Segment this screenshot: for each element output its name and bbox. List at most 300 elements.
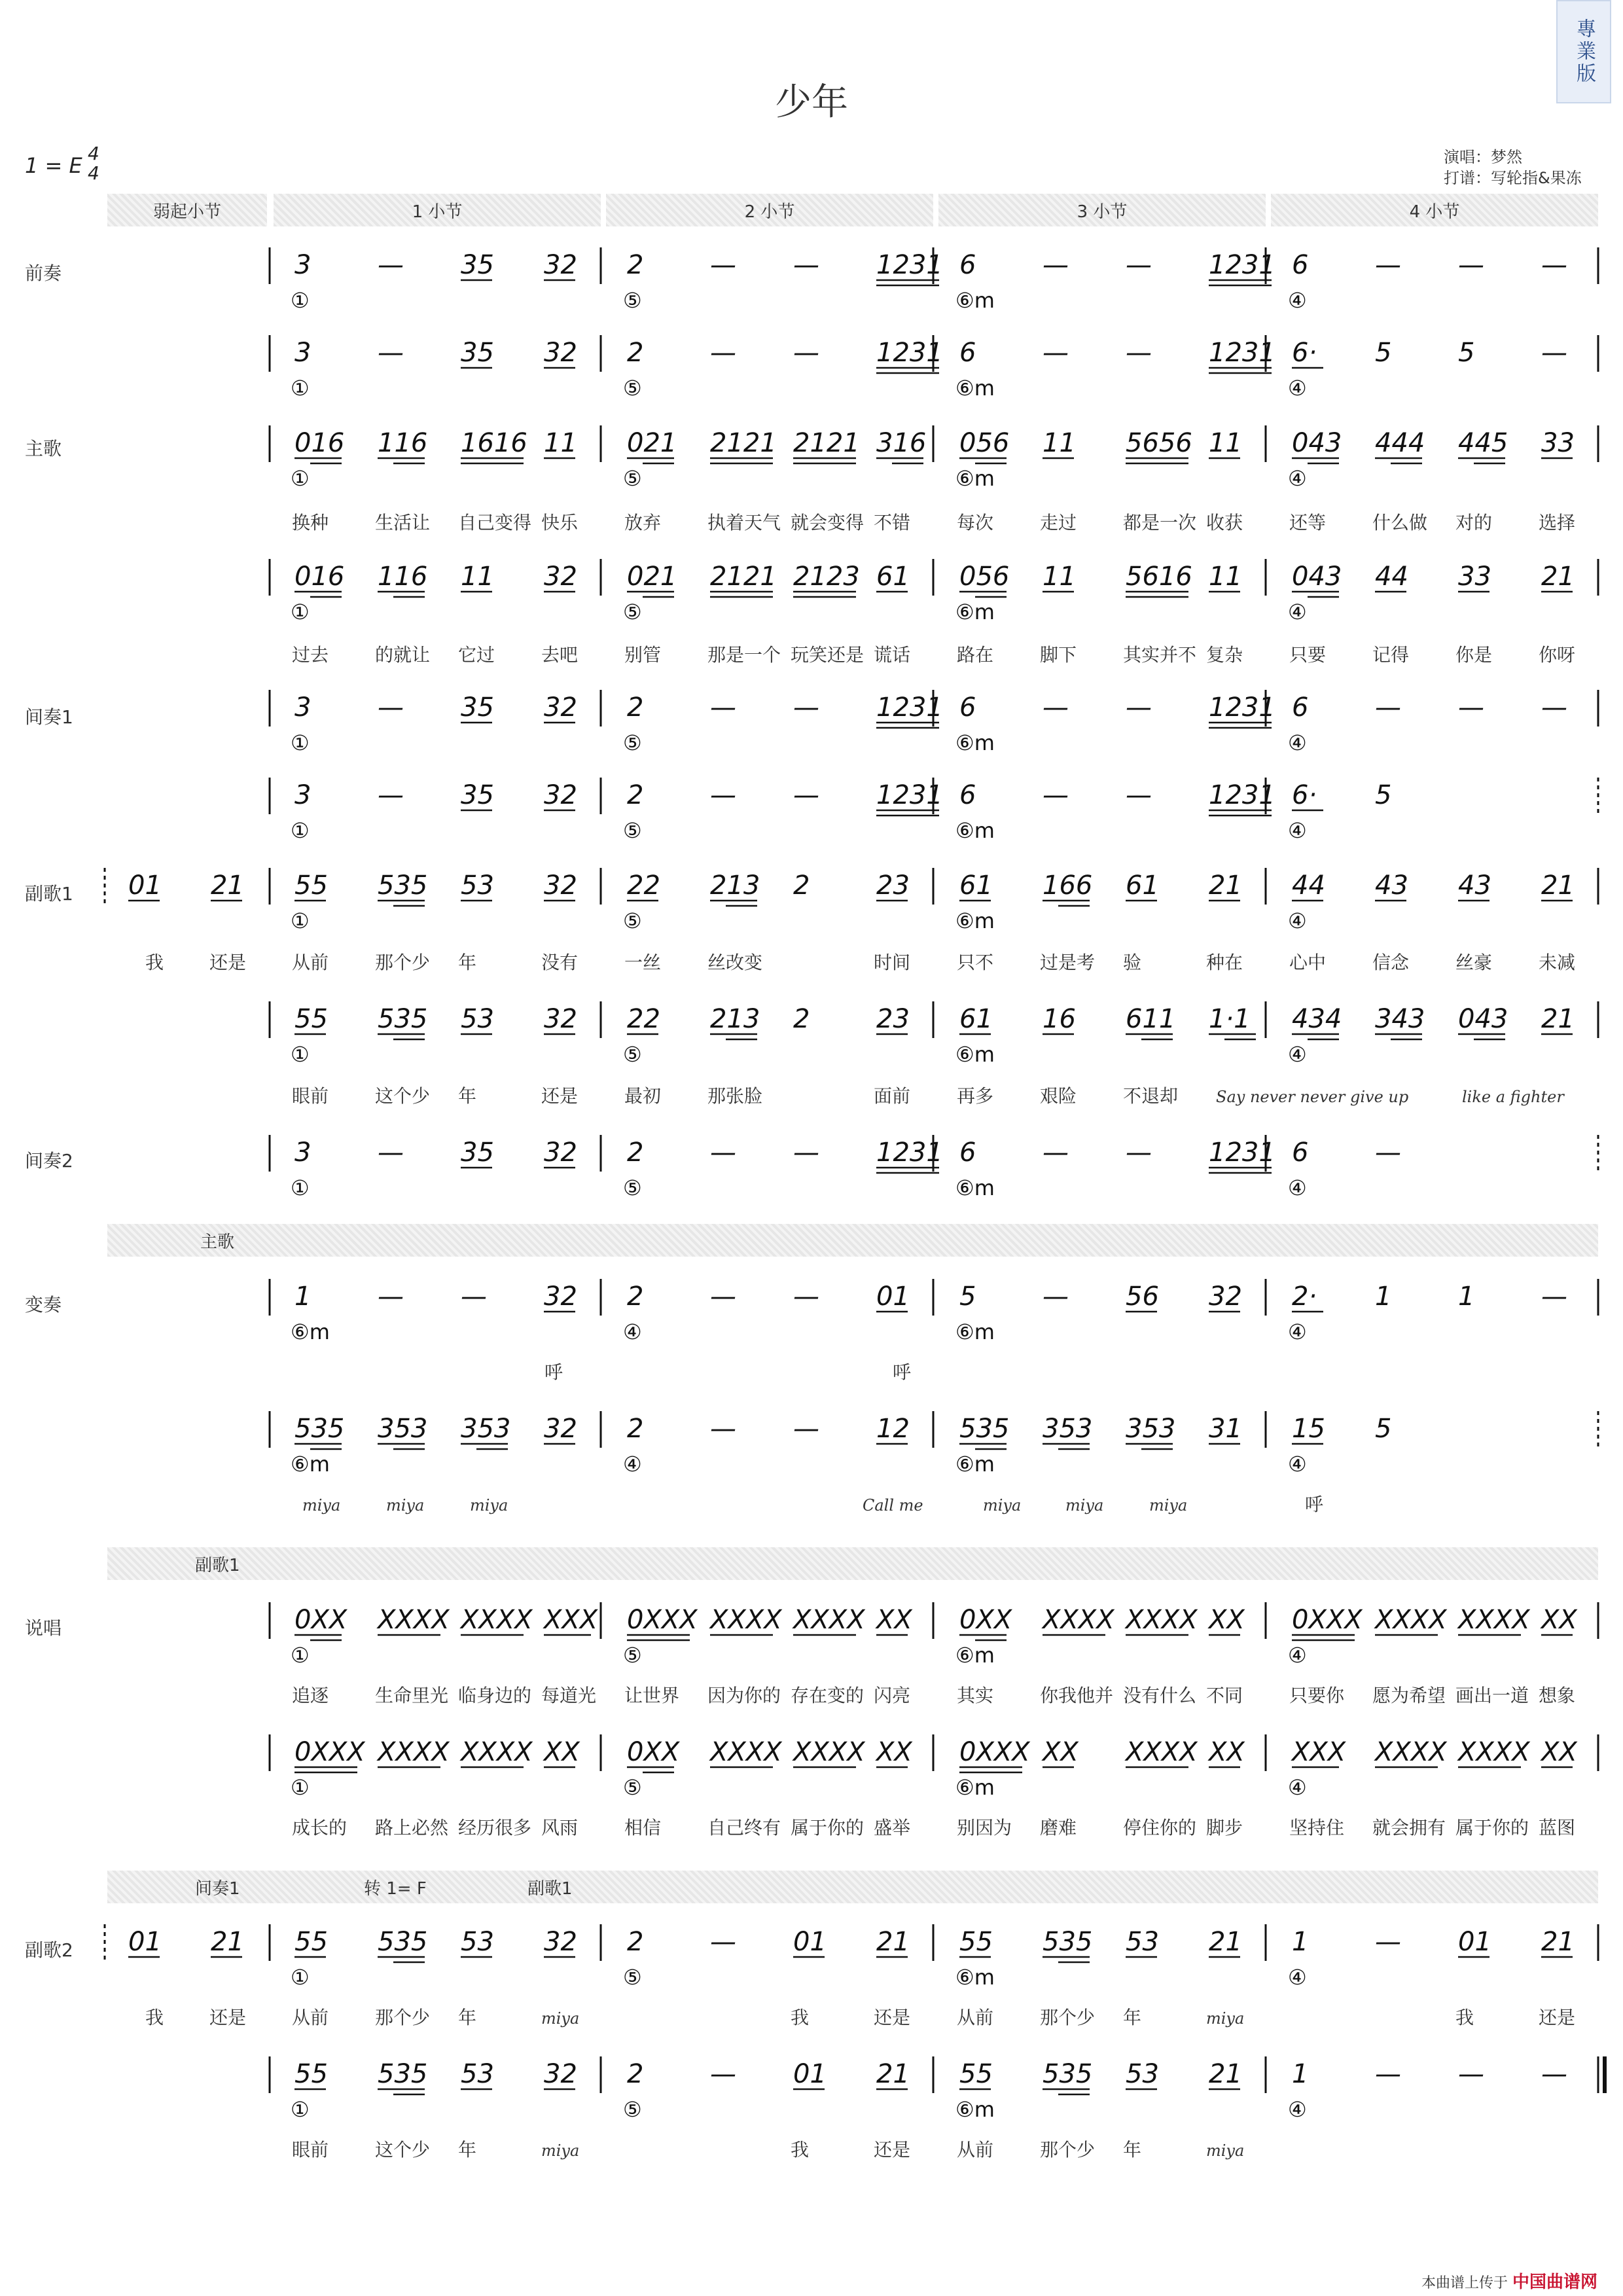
chord-r10-0: ⑥m xyxy=(291,1319,330,1344)
note-r5-2: 35 xyxy=(461,692,494,723)
lyric-l14-8: 我 xyxy=(1455,2007,1474,2028)
lyric-l7-14: 未减 xyxy=(1539,952,1576,973)
note-r1-14: — xyxy=(1458,250,1484,280)
note-r12-2: XXXX xyxy=(461,1605,533,1635)
note-r6-3: 32 xyxy=(544,780,577,810)
note-r2-13: 5 xyxy=(1375,338,1392,368)
note-r4-2: 11 xyxy=(461,562,494,592)
note-r1-3: 32 xyxy=(544,250,577,280)
note-r14-7: 21 xyxy=(876,1927,910,1957)
chord-r10-2: ⑥m xyxy=(955,1319,995,1344)
chord-r14-0: ① xyxy=(291,1965,310,1990)
note-r15-13: — xyxy=(1375,2059,1401,2089)
lyric-l7-12: 信念 xyxy=(1372,952,1410,973)
note-r12-0: 0XX xyxy=(294,1605,348,1635)
lyric-l13-3: 风雨 xyxy=(541,1817,579,1839)
chord-r15-2: ⑥m xyxy=(955,2097,995,2122)
chord-r11-1: ④ xyxy=(623,1452,642,1477)
note-r10-7: 01 xyxy=(876,1282,910,1312)
lyric-l8-1: 这个少 xyxy=(375,1085,431,1107)
lyric-l8-7: 再多 xyxy=(957,1085,994,1107)
note-r15-9: 535 xyxy=(1043,2059,1093,2089)
section-banner-verse-label: 主歌 xyxy=(200,1232,235,1252)
note-r13-4: 0XX xyxy=(627,1737,680,1767)
lyric-l3-8: 每次 xyxy=(957,512,994,533)
note-r2-14: 5 xyxy=(1458,338,1475,368)
chord-r11-0: ⑥m xyxy=(291,1452,330,1477)
note-r13-5: XXXX xyxy=(710,1737,782,1767)
note-r8-6: 2 xyxy=(793,1004,810,1034)
note-r13-3: XX xyxy=(544,1737,580,1767)
lyric-l13-1: 路上必然 xyxy=(375,1817,449,1839)
lyric-l13-9: 磨难 xyxy=(1040,1817,1077,1839)
note-r3-12: 043 xyxy=(1292,428,1342,458)
note-r7-3: 32 xyxy=(544,870,577,901)
note-r6-11: 1231 xyxy=(1209,780,1275,810)
note-r14-13: — xyxy=(1375,1927,1401,1957)
chord-r10-3: ④ xyxy=(1288,1319,1307,1344)
lyric-l12-8: 其实 xyxy=(957,1685,994,1706)
note-r13-6: XXXX xyxy=(793,1737,865,1767)
lyric-l3-7: 不错 xyxy=(874,512,911,533)
lyric-l4-4: 别管 xyxy=(624,644,662,666)
section-banner-chorus-label: 副歌1 xyxy=(195,1555,240,1575)
chord-r15-3: ④ xyxy=(1288,2097,1307,2122)
note-r5-4: 2 xyxy=(627,692,644,723)
note-r3-10: 5656 xyxy=(1126,428,1192,458)
chord-r6-1: ⑤ xyxy=(623,818,642,843)
lyric-l7-6: 时间 xyxy=(874,952,911,973)
chord-r9-1: ⑤ xyxy=(623,1175,642,1200)
page-title: 少年 xyxy=(775,81,848,124)
lyric-l14-5: 从前 xyxy=(957,2007,994,2028)
lyric-l13-10: 停住你的 xyxy=(1123,1817,1197,1839)
note-r7-10: 61 xyxy=(1126,870,1159,901)
note-r10-8: 5 xyxy=(959,1282,976,1312)
note-r14-5: — xyxy=(710,1927,736,1957)
note-r10-14: 1 xyxy=(1458,1282,1475,1312)
note-r8-0: 55 xyxy=(294,1004,328,1034)
lyric-l3-5: 执着天气 xyxy=(707,512,781,533)
note-r14-p1: 21 xyxy=(211,1927,244,1957)
note-r6-8: 6 xyxy=(959,780,976,810)
lyric-l11-0: 呼 xyxy=(1305,1494,1324,1515)
note-r4-3: 32 xyxy=(544,562,577,592)
note-r1-10: — xyxy=(1126,250,1152,280)
note-r9-5: — xyxy=(710,1138,736,1168)
note-r1-2: 35 xyxy=(461,250,494,280)
row-label-verse: 主歌 xyxy=(25,438,62,459)
note-r15-8: 55 xyxy=(959,2059,993,2089)
note-r9-8: 6 xyxy=(959,1138,976,1168)
lyric-l13-4: 相信 xyxy=(624,1817,662,1839)
note-r15-1: 535 xyxy=(378,2059,428,2089)
note-r13-0: 0XXX xyxy=(294,1737,365,1767)
footer-site-logo: 中国曲谱网 xyxy=(1512,2272,1598,2292)
note-r4-7: 61 xyxy=(876,562,910,592)
note-r1-13: — xyxy=(1375,250,1401,280)
chord-r6-2: ⑥m xyxy=(955,818,995,843)
lyric-l14_pickup-0: 我 xyxy=(145,2007,164,2028)
note-r1-7: 1231 xyxy=(876,250,943,280)
note-r5-1: — xyxy=(378,692,404,723)
note-r11-4: 2 xyxy=(627,1414,644,1444)
lyric-l4-2: 它过 xyxy=(458,644,495,666)
chord-r4-2: ⑥m xyxy=(955,600,995,624)
note-r5-5: — xyxy=(710,692,736,723)
lyric-l12-13: 愿为希望 xyxy=(1372,1685,1446,1706)
note-r8-1: 535 xyxy=(378,1004,428,1034)
chord-r5-3: ④ xyxy=(1288,730,1307,755)
note-r3-1: 116 xyxy=(378,428,428,458)
note-r10-10: 56 xyxy=(1126,1282,1159,1312)
lyric-l12-4: 让世界 xyxy=(624,1685,680,1706)
note-r15-3: 32 xyxy=(544,2059,577,2089)
note-r14-4: 2 xyxy=(627,1927,644,1957)
note-r6-9: — xyxy=(1043,780,1069,810)
note-r3-9: 11 xyxy=(1043,428,1076,458)
lyric-l12-2: 临身边的 xyxy=(458,1685,532,1706)
note-r14-p0: 01 xyxy=(128,1927,162,1957)
note-r14-0: 55 xyxy=(294,1927,328,1957)
note-r7-4: 22 xyxy=(627,870,660,901)
note-r11-11: 31 xyxy=(1209,1414,1242,1444)
chord-r1-3: ④ xyxy=(1288,288,1307,313)
note-r14-12: 1 xyxy=(1292,1927,1309,1957)
lyric-l12-3: 每道光 xyxy=(541,1685,597,1706)
note-r5-12: 6 xyxy=(1292,692,1309,723)
lyric-l14_en-0: miya xyxy=(541,2009,580,2028)
chord-r13-0: ① xyxy=(291,1775,310,1800)
note-r13-7: XX xyxy=(876,1737,912,1767)
note-r15-6: 01 xyxy=(793,2059,827,2089)
note-r12-1: XXXX xyxy=(378,1605,450,1635)
meter-numerator: 4 xyxy=(88,143,99,164)
lyric-l3-9: 走过 xyxy=(1040,512,1077,533)
note-r11-6: — xyxy=(793,1414,819,1444)
note-r14-2: 53 xyxy=(461,1927,494,1957)
chord-r13-1: ⑤ xyxy=(623,1775,642,1800)
note-r10-11: 32 xyxy=(1209,1282,1242,1312)
note-r15-14: — xyxy=(1458,2059,1484,2089)
lyric-l12-5: 因为你的 xyxy=(707,1685,781,1706)
chord-r2-3: ④ xyxy=(1288,376,1307,401)
chord-r15-1: ⑤ xyxy=(623,2097,642,2122)
lyric-l14-7: 年 xyxy=(1123,2007,1142,2028)
note-r1-5: — xyxy=(710,250,736,280)
chord-r5-0: ① xyxy=(291,730,310,755)
note-r15-7: 21 xyxy=(876,2059,910,2089)
chord-r7-1: ⑤ xyxy=(623,908,642,933)
note-r4-1: 116 xyxy=(378,562,428,592)
lyric-l4-3: 去吧 xyxy=(541,644,579,666)
note-r8-15: 21 xyxy=(1541,1004,1575,1034)
lyric-l15-7: 年 xyxy=(1123,2139,1142,2161)
chord-r14-3: ④ xyxy=(1288,1965,1307,1990)
note-r8-11: 1·1 xyxy=(1209,1004,1251,1034)
note-r11-0: 535 xyxy=(294,1414,345,1444)
note-r5-7: 1231 xyxy=(876,692,943,723)
chord-r12-0: ① xyxy=(291,1643,310,1668)
note-r6-2: 35 xyxy=(461,780,494,810)
lyric-l12-0: 追逐 xyxy=(292,1685,329,1706)
chord-r8-0: ① xyxy=(291,1042,310,1067)
lyric-l4-5: 那是一个 xyxy=(707,644,781,666)
lyric-l4-1: 的就让 xyxy=(375,644,431,666)
chord-r8-2: ⑥m xyxy=(955,1042,995,1067)
note-r8-14: 043 xyxy=(1458,1004,1508,1034)
chord-r4-0: ① xyxy=(291,600,310,624)
note-r2-9: — xyxy=(1043,338,1069,368)
chord-r7-2: ⑥m xyxy=(955,908,995,933)
chord-r6-3: ④ xyxy=(1288,818,1307,843)
lyric-l13-11: 脚步 xyxy=(1206,1817,1243,1839)
lyric-l7-7: 只不 xyxy=(957,952,994,973)
note-r2-12: 6· xyxy=(1292,338,1317,368)
note-r13-1: XXXX xyxy=(378,1737,450,1767)
lyric-l8-2: 年 xyxy=(458,1085,477,1107)
note-r13-11: XX xyxy=(1209,1737,1245,1767)
note-r9-13: — xyxy=(1375,1138,1401,1168)
note-r9-2: 35 xyxy=(461,1138,494,1168)
lyric-l14-4: 还是 xyxy=(874,2007,911,2028)
lyric-l13-2: 经历很多 xyxy=(458,1817,532,1839)
chord-r3-1: ⑤ xyxy=(623,466,642,491)
note-r8-10: 611 xyxy=(1126,1004,1176,1034)
lyric-l11_en-1: miya xyxy=(386,1496,425,1515)
lyric-l4-0: 过去 xyxy=(292,644,329,666)
note-r9-10: — xyxy=(1126,1138,1152,1168)
lyric-l3-2: 自己变得 xyxy=(458,512,532,533)
section-banner-chorus1-label: 副歌1 xyxy=(527,1878,573,1899)
edition-badge-text: 專業版 xyxy=(1573,18,1596,85)
note-r7-7: 23 xyxy=(876,870,910,901)
chord-r3-3: ④ xyxy=(1288,466,1307,491)
note-r7-9: 166 xyxy=(1043,870,1093,901)
note-r4-5: 2121 xyxy=(710,562,777,592)
chord-r5-1: ⑤ xyxy=(623,730,642,755)
note-r9-4: 2 xyxy=(627,1138,644,1168)
lyric-l15-3: 我 xyxy=(791,2139,810,2161)
lyric-l7-5: 丝改变 xyxy=(707,952,763,973)
note-r2-4: 2 xyxy=(627,338,644,368)
chord-r12-1: ⑤ xyxy=(623,1643,642,1668)
note-r3-4: 021 xyxy=(627,428,677,458)
note-r7-5: 213 xyxy=(710,870,760,901)
note-r12-12: 0XXX xyxy=(1292,1605,1363,1635)
lyric-l15-1: 这个少 xyxy=(375,2139,431,2161)
note-r2-8: 6 xyxy=(959,338,976,368)
note-r12-3: XXX xyxy=(544,1605,598,1635)
lyric-l14_pickup-1: 还是 xyxy=(209,2007,247,2028)
note-r9-0: 3 xyxy=(294,1138,312,1168)
note-r13-2: XXXX xyxy=(461,1737,533,1767)
note-r14-8: 55 xyxy=(959,1927,993,1957)
note-r14-11: 21 xyxy=(1209,1927,1242,1957)
row-label-intro: 前奏 xyxy=(25,262,62,284)
note-r7-15: 21 xyxy=(1541,870,1575,901)
lyric-l14-3: 我 xyxy=(791,2007,810,2028)
note-r14-3: 32 xyxy=(544,1927,577,1957)
note-r10-9: — xyxy=(1043,1282,1069,1312)
note-r6-7: 1231 xyxy=(876,780,943,810)
note-r6-6: — xyxy=(793,780,819,810)
note-r15-15: — xyxy=(1541,2059,1567,2089)
note-r2-10: — xyxy=(1126,338,1152,368)
lyric-l12-1: 生命里光 xyxy=(375,1685,449,1706)
note-r10-4: 2 xyxy=(627,1282,644,1312)
chord-r6-0: ① xyxy=(291,818,310,843)
lyric-l4-15: 你呀 xyxy=(1539,644,1576,666)
lyric-l4-8: 路在 xyxy=(957,644,994,666)
lyric-l13-6: 属于你的 xyxy=(791,1817,865,1839)
note-r12-10: XXXX xyxy=(1126,1605,1198,1635)
chord-r9-2: ⑥m xyxy=(955,1175,995,1200)
measure-header-3: 3 小节 xyxy=(938,194,1266,226)
lyric-l4-10: 其实并不 xyxy=(1123,644,1197,666)
note-r15-11: 21 xyxy=(1209,2059,1242,2089)
note-r12-9: XXXX xyxy=(1043,1605,1115,1635)
chord-r9-0: ① xyxy=(291,1175,310,1200)
note-r1-11: 1231 xyxy=(1209,250,1275,280)
lyric-l3-0: 换种 xyxy=(292,512,329,533)
lyric-l10-0: 呼 xyxy=(544,1361,563,1383)
note-r13-8: 0XXX xyxy=(959,1737,1030,1767)
note-r7-11: 21 xyxy=(1209,870,1242,901)
lyric-l15_en-1: miya xyxy=(1206,2142,1245,2160)
note-r5-0: 3 xyxy=(294,692,312,723)
note-r9-3: 32 xyxy=(544,1138,577,1168)
row-label-chorus1: 副歌1 xyxy=(25,883,73,905)
note-r9-1: — xyxy=(378,1138,404,1168)
lyric-l12-12: 只要你 xyxy=(1289,1685,1345,1706)
row-label-interlude1: 间奏1 xyxy=(25,706,73,728)
note-r6-12: 6· xyxy=(1292,780,1317,810)
meter-denominator: 4 xyxy=(88,162,99,184)
note-r10-2: — xyxy=(461,1282,487,1312)
note-r12-8: 0XX xyxy=(959,1605,1012,1635)
note-r9-9: — xyxy=(1043,1138,1069,1168)
note-r1-12: 6 xyxy=(1292,250,1309,280)
lyric-l11_en-4: miya xyxy=(983,1496,1022,1515)
chord-r7-0: ① xyxy=(291,908,310,933)
lyric-l7-9: 验 xyxy=(1123,952,1142,973)
note-r13-12: XXX xyxy=(1292,1737,1346,1767)
note-r8-9: 16 xyxy=(1043,1004,1076,1034)
lyric-l3-3: 快乐 xyxy=(541,512,579,533)
chord-r14-1: ⑤ xyxy=(623,1965,642,1990)
lyric-l11_en-5: miya xyxy=(1065,1496,1104,1515)
lyric-l11_en-0: miya xyxy=(302,1496,341,1515)
note-r4-14: 33 xyxy=(1458,562,1491,592)
note-r2-2: 35 xyxy=(461,338,494,368)
chord-r15-0: ① xyxy=(291,2097,310,2122)
note-r4-9: 11 xyxy=(1043,562,1076,592)
lyric-l3-15: 选择 xyxy=(1539,512,1576,533)
lyric-l7-10: 种在 xyxy=(1206,952,1243,973)
note-r14-15: 21 xyxy=(1541,1927,1575,1957)
note-r14-14: 01 xyxy=(1458,1927,1491,1957)
lyric-l12-10: 没有什么 xyxy=(1123,1685,1197,1706)
note-r2-15: — xyxy=(1541,338,1567,368)
note-r3-3: 11 xyxy=(544,428,577,458)
lyric-l12-11: 不同 xyxy=(1206,1685,1243,1706)
note-r9-12: 6 xyxy=(1292,1138,1309,1168)
lyric-l4-13: 记得 xyxy=(1372,644,1410,666)
note-r15-4: 2 xyxy=(627,2059,644,2089)
row-label-rap: 说唱 xyxy=(25,1617,62,1639)
note-r11-1: 353 xyxy=(378,1414,428,1444)
lyric-l3-12: 还等 xyxy=(1289,512,1327,533)
note-r15-0: 55 xyxy=(294,2059,328,2089)
lyric-l8-6: 面前 xyxy=(874,1085,911,1107)
note-r3-2: 1616 xyxy=(461,428,527,458)
note-r3-14: 445 xyxy=(1458,428,1508,458)
note-r10-1: — xyxy=(378,1282,404,1312)
note-r8-5: 213 xyxy=(710,1004,760,1034)
lyric-l7-4: 一丝 xyxy=(624,952,662,973)
lyric-l15-6: 那个少 xyxy=(1040,2139,1096,2161)
chord-r14-2: ⑥m xyxy=(955,1965,995,1990)
note-r5-9: — xyxy=(1043,692,1069,723)
note-r10-3: 32 xyxy=(544,1282,577,1312)
lyric-l8_en-0: Say never never give up xyxy=(1216,1088,1409,1106)
lyric-l15-2: 年 xyxy=(458,2139,477,2161)
lyric-l8-5: 那张脸 xyxy=(707,1085,763,1107)
lyric-l13-5: 自己终有 xyxy=(707,1817,781,1839)
note-r7-2: 53 xyxy=(461,870,494,901)
note-r15-10: 53 xyxy=(1126,2059,1159,2089)
note-r7-1: 535 xyxy=(378,870,428,901)
note-r1-9: — xyxy=(1043,250,1069,280)
note-r3-8: 056 xyxy=(959,428,1010,458)
note-r5-3: 32 xyxy=(544,692,577,723)
note-r11-12: 15 xyxy=(1292,1414,1325,1444)
note-r5-6: — xyxy=(793,692,819,723)
lyric-l8-0: 眼前 xyxy=(292,1085,329,1107)
note-r13-9: XX xyxy=(1043,1737,1079,1767)
section-banner-key-change-label: 转 1= F xyxy=(364,1878,427,1899)
note-r11-7: 12 xyxy=(876,1414,910,1444)
lyric-l13-7: 盛举 xyxy=(874,1817,911,1839)
note-r4-8: 056 xyxy=(959,562,1010,592)
lyric-l8-4: 最初 xyxy=(624,1085,662,1107)
note-r12-14: XXXX xyxy=(1458,1605,1530,1635)
lyric-l3-10: 都是一次 xyxy=(1123,512,1197,533)
note-r11-9: 353 xyxy=(1043,1414,1093,1444)
chord-r1-2: ⑥m xyxy=(955,288,995,313)
lyric-l8-9: 不退却 xyxy=(1123,1085,1179,1107)
note-r13-15: XX xyxy=(1541,1737,1577,1767)
lyric-l13-13: 就会拥有 xyxy=(1372,1817,1446,1839)
note-r6-1: — xyxy=(378,780,404,810)
note-r4-15: 21 xyxy=(1541,562,1575,592)
note-r3-0: 016 xyxy=(294,428,345,458)
note-r1-0: 3 xyxy=(294,250,312,280)
lyric-l8-3: 还是 xyxy=(541,1085,579,1107)
chord-r3-2: ⑥m xyxy=(955,466,995,491)
note-r3-5: 2121 xyxy=(710,428,777,458)
lyric-l7-3: 没有 xyxy=(541,952,579,973)
chord-r1-1: ⑤ xyxy=(623,288,642,313)
lyric-l11_en-6: miya xyxy=(1149,1496,1188,1515)
chord-r8-1: ⑤ xyxy=(623,1042,642,1067)
lyric-l14-0: 从前 xyxy=(292,2007,329,2028)
note-r4-13: 44 xyxy=(1375,562,1408,592)
note-r9-7: 1231 xyxy=(876,1138,943,1168)
note-r4-10: 5616 xyxy=(1126,562,1192,592)
lyric-l15-0: 眼前 xyxy=(292,2139,329,2161)
